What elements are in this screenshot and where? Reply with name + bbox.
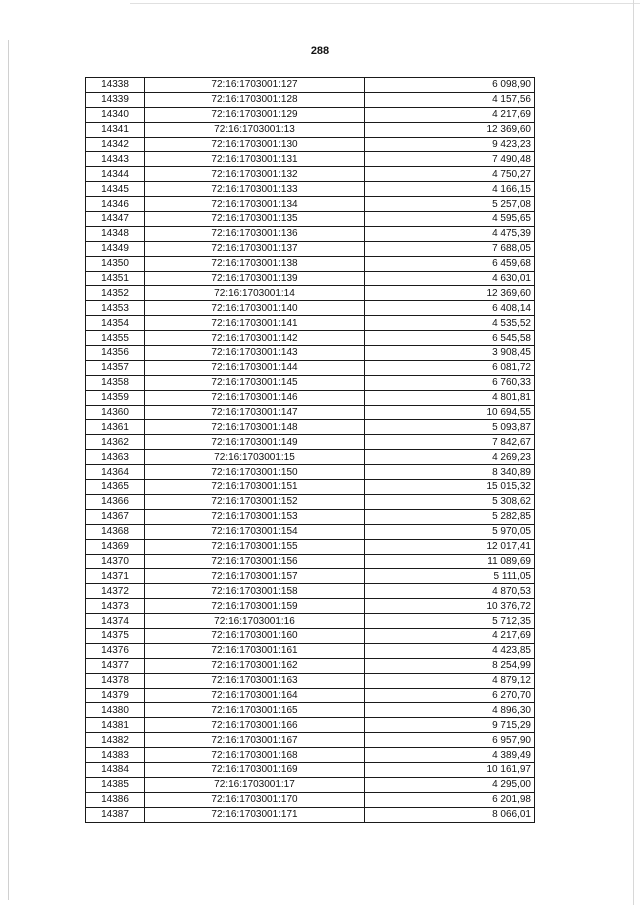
row-number: 14352 bbox=[86, 286, 145, 301]
cadastral-number: 72:16:1703001:128 bbox=[145, 92, 365, 107]
table-row bbox=[86, 688, 535, 703]
value-amount: 7 842,67 bbox=[365, 435, 535, 450]
row-number: 14351 bbox=[86, 271, 145, 286]
value-amount: 4 389,49 bbox=[365, 748, 535, 763]
row-number: 14347 bbox=[86, 212, 145, 227]
table-row bbox=[86, 182, 535, 197]
cadastral-number: 72:16:1703001:132 bbox=[145, 167, 365, 182]
cadastral-number: 72:16:1703001:158 bbox=[145, 584, 365, 599]
cadastral-number: 72:16:1703001:17 bbox=[145, 777, 365, 792]
cadastral-number: 72:16:1703001:146 bbox=[145, 390, 365, 405]
value-amount: 5 970,05 bbox=[365, 524, 535, 539]
cadastral-number: 72:16:1703001:151 bbox=[145, 480, 365, 495]
value-amount: 4 217,69 bbox=[365, 628, 535, 643]
table-row bbox=[86, 777, 535, 792]
table-row bbox=[86, 271, 535, 286]
value-amount: 7 688,05 bbox=[365, 241, 535, 256]
value-amount: 4 423,85 bbox=[365, 643, 535, 658]
table-row bbox=[86, 628, 535, 643]
cadastral-number: 72:16:1703001:13 bbox=[145, 122, 365, 137]
value-amount: 12 017,41 bbox=[365, 539, 535, 554]
cadastral-number: 72:16:1703001:129 bbox=[145, 107, 365, 122]
row-number: 14348 bbox=[86, 226, 145, 241]
row-number: 14354 bbox=[86, 316, 145, 331]
row-number: 14384 bbox=[86, 762, 145, 777]
row-number: 14363 bbox=[86, 450, 145, 465]
value-amount: 5 257,08 bbox=[365, 197, 535, 212]
table-row bbox=[86, 480, 535, 495]
value-amount: 7 490,48 bbox=[365, 152, 535, 167]
cadastral-number: 72:16:1703001:155 bbox=[145, 539, 365, 554]
row-number: 14373 bbox=[86, 599, 145, 614]
cadastral-number: 72:16:1703001:163 bbox=[145, 673, 365, 688]
cadastral-number: 72:16:1703001:14 bbox=[145, 286, 365, 301]
cadastral-number: 72:16:1703001:145 bbox=[145, 375, 365, 390]
value-amount: 15 015,32 bbox=[365, 480, 535, 495]
row-number: 14378 bbox=[86, 673, 145, 688]
cadastral-number: 72:16:1703001:153 bbox=[145, 509, 365, 524]
row-number: 14358 bbox=[86, 375, 145, 390]
value-amount: 6 957,90 bbox=[365, 733, 535, 748]
row-number: 14350 bbox=[86, 256, 145, 271]
table-row bbox=[86, 256, 535, 271]
row-number: 14365 bbox=[86, 480, 145, 495]
cadastral-number: 72:16:1703001:150 bbox=[145, 465, 365, 480]
parcel-table-body bbox=[86, 78, 535, 823]
value-amount: 6 545,58 bbox=[365, 331, 535, 346]
table-row bbox=[86, 167, 535, 182]
cadastral-number: 72:16:1703001:143 bbox=[145, 346, 365, 361]
row-number: 14338 bbox=[86, 78, 145, 93]
table-row bbox=[86, 226, 535, 241]
row-number: 14360 bbox=[86, 405, 145, 420]
table-row bbox=[86, 122, 535, 137]
cadastral-number: 72:16:1703001:135 bbox=[145, 212, 365, 227]
row-number: 14386 bbox=[86, 792, 145, 807]
row-number: 14368 bbox=[86, 524, 145, 539]
row-number: 14371 bbox=[86, 569, 145, 584]
cadastral-number: 72:16:1703001:131 bbox=[145, 152, 365, 167]
value-amount: 10 376,72 bbox=[365, 599, 535, 614]
parcel-table bbox=[85, 77, 535, 823]
cadastral-number: 72:16:1703001:161 bbox=[145, 643, 365, 658]
table-row bbox=[86, 375, 535, 390]
table-row bbox=[86, 807, 535, 822]
value-amount: 6 081,72 bbox=[365, 360, 535, 375]
cadastral-number: 72:16:1703001:167 bbox=[145, 733, 365, 748]
value-amount: 4 217,69 bbox=[365, 107, 535, 122]
cadastral-number: 72:16:1703001:130 bbox=[145, 137, 365, 152]
table-row bbox=[86, 212, 535, 227]
table-row bbox=[86, 703, 535, 718]
value-amount: 6 408,14 bbox=[365, 301, 535, 316]
cadastral-number: 72:16:1703001:152 bbox=[145, 494, 365, 509]
cadastral-number: 72:16:1703001:149 bbox=[145, 435, 365, 450]
row-number: 14342 bbox=[86, 137, 145, 152]
value-amount: 9 423,23 bbox=[365, 137, 535, 152]
row-number: 14346 bbox=[86, 197, 145, 212]
value-amount: 10 694,55 bbox=[365, 405, 535, 420]
table-row bbox=[86, 718, 535, 733]
scan-edge-left bbox=[8, 40, 9, 900]
row-number: 14339 bbox=[86, 92, 145, 107]
table-row bbox=[86, 733, 535, 748]
value-amount: 5 308,62 bbox=[365, 494, 535, 509]
value-amount: 4 896,30 bbox=[365, 703, 535, 718]
value-amount: 4 157,56 bbox=[365, 92, 535, 107]
value-amount: 3 908,45 bbox=[365, 346, 535, 361]
cadastral-number: 72:16:1703001:170 bbox=[145, 792, 365, 807]
table-row bbox=[86, 748, 535, 763]
table-row bbox=[86, 509, 535, 524]
row-number: 14374 bbox=[86, 614, 145, 629]
cadastral-number: 72:16:1703001:15 bbox=[145, 450, 365, 465]
row-number: 14382 bbox=[86, 733, 145, 748]
cadastral-number: 72:16:1703001:16 bbox=[145, 614, 365, 629]
row-number: 14343 bbox=[86, 152, 145, 167]
table-row bbox=[86, 494, 535, 509]
table-row bbox=[86, 360, 535, 375]
table-row bbox=[86, 92, 535, 107]
row-number: 14345 bbox=[86, 182, 145, 197]
value-amount: 6 760,33 bbox=[365, 375, 535, 390]
value-amount: 4 630,01 bbox=[365, 271, 535, 286]
row-number: 14362 bbox=[86, 435, 145, 450]
row-number: 14361 bbox=[86, 420, 145, 435]
row-number: 14381 bbox=[86, 718, 145, 733]
table-row bbox=[86, 643, 535, 658]
value-amount: 5 111,05 bbox=[365, 569, 535, 584]
value-amount: 4 879,12 bbox=[365, 673, 535, 688]
value-amount: 4 870,53 bbox=[365, 584, 535, 599]
cadastral-number: 72:16:1703001:168 bbox=[145, 748, 365, 763]
row-number: 14357 bbox=[86, 360, 145, 375]
row-number: 14369 bbox=[86, 539, 145, 554]
value-amount: 6 459,68 bbox=[365, 256, 535, 271]
row-number: 14341 bbox=[86, 122, 145, 137]
cadastral-number: 72:16:1703001:138 bbox=[145, 256, 365, 271]
cadastral-number: 72:16:1703001:159 bbox=[145, 599, 365, 614]
table-row bbox=[86, 390, 535, 405]
value-amount: 12 369,60 bbox=[365, 122, 535, 137]
row-number: 14376 bbox=[86, 643, 145, 658]
row-number: 14366 bbox=[86, 494, 145, 509]
table-row bbox=[86, 792, 535, 807]
value-amount: 11 089,69 bbox=[365, 554, 535, 569]
cadastral-number: 72:16:1703001:169 bbox=[145, 762, 365, 777]
scan-edge-right bbox=[633, 0, 634, 905]
value-amount: 5 282,85 bbox=[365, 509, 535, 524]
table-row bbox=[86, 241, 535, 256]
cadastral-number: 72:16:1703001:136 bbox=[145, 226, 365, 241]
cadastral-number: 72:16:1703001:127 bbox=[145, 78, 365, 93]
table-row bbox=[86, 405, 535, 420]
table-row bbox=[86, 107, 535, 122]
value-amount: 4 750,27 bbox=[365, 167, 535, 182]
table-row bbox=[86, 569, 535, 584]
page-number: 288 bbox=[310, 45, 330, 57]
cadastral-number: 72:16:1703001:165 bbox=[145, 703, 365, 718]
value-amount: 9 715,29 bbox=[365, 718, 535, 733]
table-row bbox=[86, 524, 535, 539]
row-number: 14353 bbox=[86, 301, 145, 316]
value-amount: 6 201,98 bbox=[365, 792, 535, 807]
table-row bbox=[86, 78, 535, 93]
cadastral-number: 72:16:1703001:160 bbox=[145, 628, 365, 643]
row-number: 14359 bbox=[86, 390, 145, 405]
cadastral-number: 72:16:1703001:156 bbox=[145, 554, 365, 569]
row-number: 14377 bbox=[86, 658, 145, 673]
table-row bbox=[86, 762, 535, 777]
row-number: 14372 bbox=[86, 584, 145, 599]
cadastral-number: 72:16:1703001:148 bbox=[145, 420, 365, 435]
cadastral-number: 72:16:1703001:139 bbox=[145, 271, 365, 286]
value-amount: 4 295,00 bbox=[365, 777, 535, 792]
value-amount: 6 098,90 bbox=[365, 78, 535, 93]
table-row bbox=[86, 286, 535, 301]
row-number: 14356 bbox=[86, 346, 145, 361]
table-row bbox=[86, 465, 535, 480]
row-number: 14375 bbox=[86, 628, 145, 643]
cadastral-number: 72:16:1703001:140 bbox=[145, 301, 365, 316]
row-number: 14387 bbox=[86, 807, 145, 822]
value-amount: 5 712,35 bbox=[365, 614, 535, 629]
cadastral-number: 72:16:1703001:144 bbox=[145, 360, 365, 375]
table-row bbox=[86, 614, 535, 629]
value-amount: 8 254,99 bbox=[365, 658, 535, 673]
value-amount: 8 066,01 bbox=[365, 807, 535, 822]
table-row bbox=[86, 137, 535, 152]
row-number: 14380 bbox=[86, 703, 145, 718]
cadastral-number: 72:16:1703001:166 bbox=[145, 718, 365, 733]
table-row bbox=[86, 435, 535, 450]
row-number: 14367 bbox=[86, 509, 145, 524]
cadastral-number: 72:16:1703001:147 bbox=[145, 405, 365, 420]
value-amount: 10 161,97 bbox=[365, 762, 535, 777]
cadastral-number: 72:16:1703001:164 bbox=[145, 688, 365, 703]
table-row bbox=[86, 450, 535, 465]
row-number: 14364 bbox=[86, 465, 145, 480]
cadastral-number: 72:16:1703001:133 bbox=[145, 182, 365, 197]
table-row bbox=[86, 420, 535, 435]
cadastral-number: 72:16:1703001:154 bbox=[145, 524, 365, 539]
row-number: 14355 bbox=[86, 331, 145, 346]
table-row bbox=[86, 599, 535, 614]
table-row bbox=[86, 539, 535, 554]
value-amount: 4 269,23 bbox=[365, 450, 535, 465]
cadastral-number: 72:16:1703001:134 bbox=[145, 197, 365, 212]
row-number: 14383 bbox=[86, 748, 145, 763]
table-row bbox=[86, 346, 535, 361]
value-amount: 4 166,15 bbox=[365, 182, 535, 197]
table-row bbox=[86, 301, 535, 316]
row-number: 14385 bbox=[86, 777, 145, 792]
table-row bbox=[86, 584, 535, 599]
cadastral-number: 72:16:1703001:141 bbox=[145, 316, 365, 331]
value-amount: 4 535,52 bbox=[365, 316, 535, 331]
cadastral-number: 72:16:1703001:137 bbox=[145, 241, 365, 256]
row-number: 14344 bbox=[86, 167, 145, 182]
value-amount: 6 270,70 bbox=[365, 688, 535, 703]
row-number: 14370 bbox=[86, 554, 145, 569]
table-row bbox=[86, 316, 535, 331]
table-row bbox=[86, 331, 535, 346]
row-number: 14349 bbox=[86, 241, 145, 256]
value-amount: 4 801,81 bbox=[365, 390, 535, 405]
row-number: 14379 bbox=[86, 688, 145, 703]
table-row bbox=[86, 554, 535, 569]
table-row bbox=[86, 658, 535, 673]
value-amount: 4 595,65 bbox=[365, 212, 535, 227]
row-number: 14340 bbox=[86, 107, 145, 122]
cadastral-number: 72:16:1703001:142 bbox=[145, 331, 365, 346]
cadastral-number: 72:16:1703001:171 bbox=[145, 807, 365, 822]
cadastral-number: 72:16:1703001:157 bbox=[145, 569, 365, 584]
scan-edge-top bbox=[130, 3, 640, 4]
table-row bbox=[86, 152, 535, 167]
value-amount: 4 475,39 bbox=[365, 226, 535, 241]
value-amount: 12 369,60 bbox=[365, 286, 535, 301]
table-row bbox=[86, 673, 535, 688]
cadastral-number: 72:16:1703001:162 bbox=[145, 658, 365, 673]
value-amount: 8 340,89 bbox=[365, 465, 535, 480]
value-amount: 5 093,87 bbox=[365, 420, 535, 435]
table-row bbox=[86, 197, 535, 212]
